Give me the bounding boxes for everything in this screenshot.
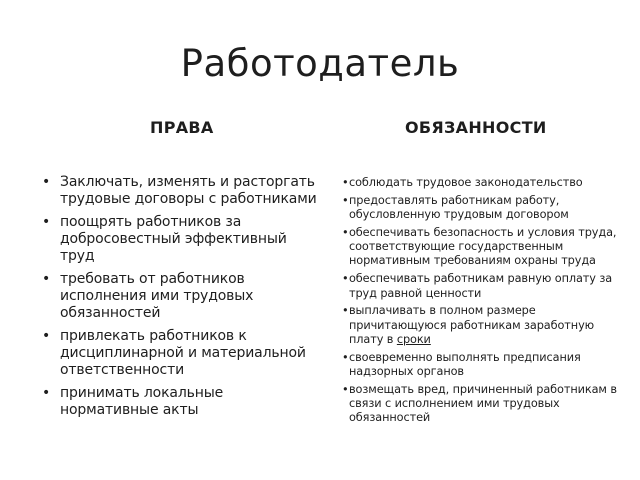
rights-heading: ПРАВА	[150, 118, 214, 137]
rights-item: • поощрять работников за добросовестный эффективный труд	[42, 214, 322, 265]
duties-item: • возмещать вред, причиненный работникам в связи с исполнением ими трудовых обязанностей	[342, 383, 620, 426]
slide-title: Работодатель	[180, 42, 460, 85]
duties-item	[342, 304, 620, 347]
duties-item: • обеспечивать безопасность и условия труда, соответствующие государственным нормативным требованиям охраны труда	[342, 226, 620, 269]
duties-item: • обеспечивать работникам равную оплату за труд равной ценности	[342, 272, 620, 301]
rights-item: • принимать локальные нормативные акты	[42, 385, 322, 419]
rights-item: • требовать от работников исполнения ими трудовых обязанностей	[42, 271, 322, 322]
rights-item: • привлекать работников к дисциплинарной и материальной ответственности	[42, 328, 322, 379]
duties-item: • соблюдать трудовое законодательство	[342, 176, 620, 190]
duties-list	[342, 176, 620, 429]
deadlines-link[interactable]: сроки	[396, 332, 431, 346]
duties-item: • своевременно выполнять предписания надзорных органов	[342, 351, 620, 380]
duties-heading: ОБЯЗАННОСТИ	[405, 118, 547, 137]
duties-item-text: выплачивать в полном размере причитающуюся работникам заработную плату в	[349, 304, 595, 346]
rights-list	[42, 174, 322, 425]
duties-item: • предоставлять работникам работу, обусловленную трудовым договором	[342, 194, 620, 223]
rights-item: • Заключать, изменять и расторгать трудовые договоры с работниками	[42, 174, 322, 208]
